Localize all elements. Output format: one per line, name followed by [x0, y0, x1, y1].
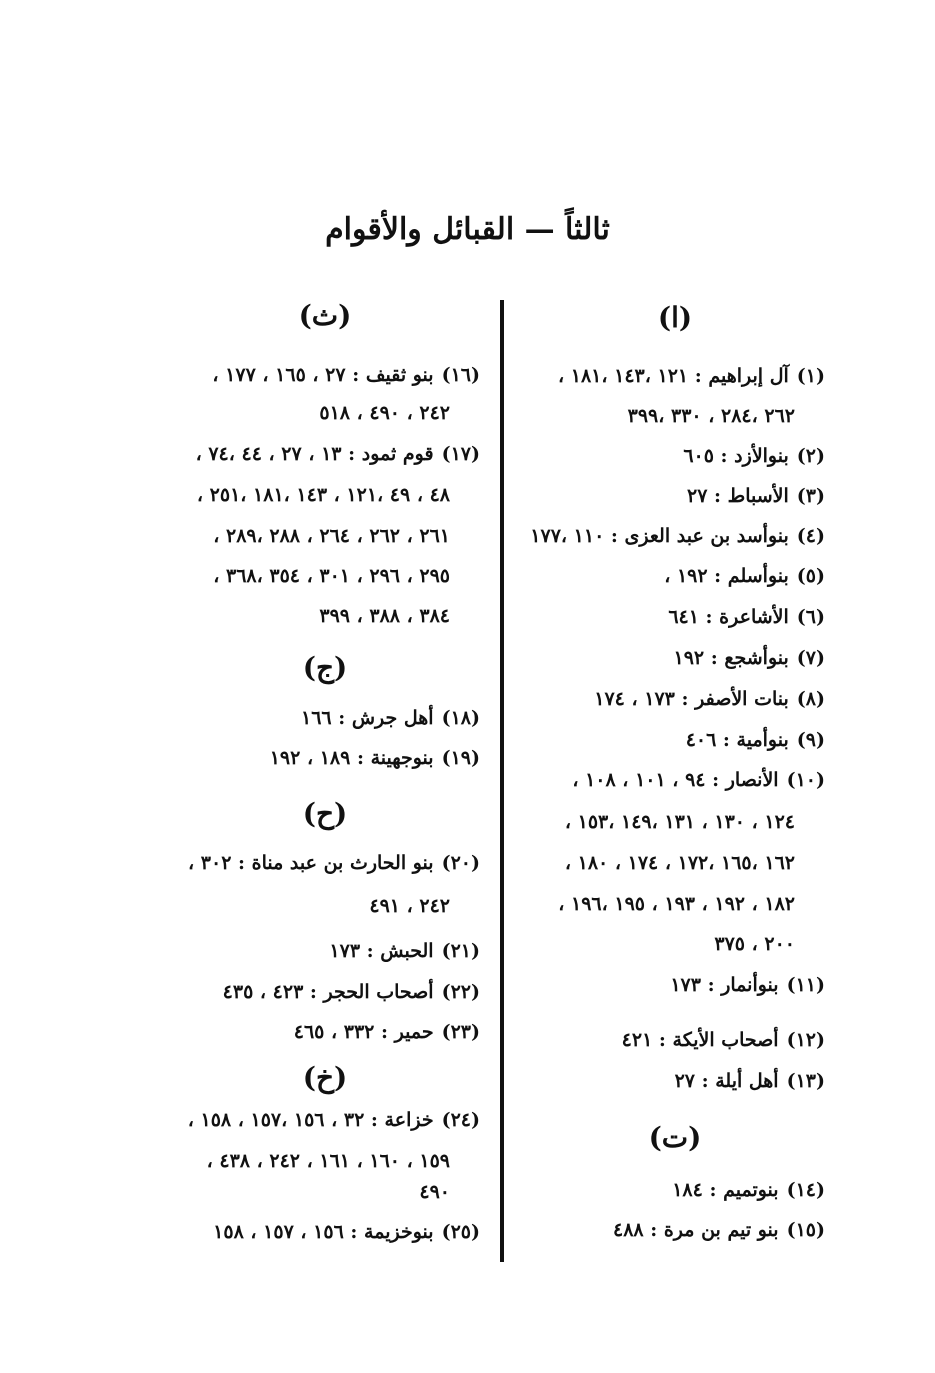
entry-continuation: ١٦٢ ،١٦٥ ،١٧٢ ، ١٧٤ ، ١٨٠ ، [564, 852, 795, 874]
section-header-tha: (ث) [298, 299, 352, 332]
entry-number: (١٠) [786, 769, 825, 791]
entry-number: (٧) [796, 647, 825, 669]
entry-text: أهل أيلة : ٢٧ [674, 1070, 779, 1092]
index-entry [213, 1218, 480, 1246]
entry-number: (٩) [796, 729, 825, 751]
index-entry [329, 937, 480, 965]
entry-continuation: ٢٦١ ، ٢٦٢ ، ٢٦٤ ، ٢٨٨ ،٢٨٩ ، [213, 525, 450, 547]
entry-number: (٢٥) [441, 1221, 480, 1243]
section-header-ta: (ت) [648, 1121, 702, 1154]
entry-number: (١١) [786, 974, 825, 996]
entry-number: (٢١) [441, 940, 480, 962]
entry-number: (١٦) [441, 364, 480, 386]
entry-text: الحبش : ١٧٣ [329, 940, 434, 962]
entry-text: بنوأشجع : ١٩٢ [673, 647, 789, 669]
entry-number: (٢٣) [441, 1021, 480, 1043]
entry-text: بنوجهينة : ١٨٩ ، ١٩٢ [269, 747, 434, 769]
entry-number: (٣) [796, 485, 825, 507]
index-entry [672, 1176, 825, 1204]
entry-number: (٦) [796, 606, 825, 628]
entry-text: خزاعة : ٣٢ ، ١٥٦ ،١٥٧ ، ١٥٨ ، [187, 1109, 434, 1131]
index-entry [188, 849, 480, 877]
entry-number: (٢٠) [441, 852, 480, 874]
index-entry [558, 362, 825, 390]
index-entry [188, 1106, 480, 1134]
entry-continuation: ٤٨ ، ٤٩ ،١٢١ ، ١٤٣ ،١٨١ ،٢٥١ ، [196, 484, 450, 506]
index-entry [686, 726, 825, 754]
entry-text: أصحاب الأيكة : ٤٢١ [621, 1029, 779, 1051]
entry-number: (٢٢) [441, 981, 480, 1003]
index-entry [294, 1018, 480, 1046]
page-title: ثالثاً — القبائل والأقوام [325, 212, 610, 247]
entry-number: (١٩) [441, 747, 480, 769]
entry-text: بنو الحارث بن عبد مناة : ٣٠٢ ، [188, 852, 434, 874]
index-entry [301, 704, 480, 732]
index-entry [674, 644, 826, 672]
entry-continuation: ٢٦٢ ،٢٨٤ ، ٣٣٠ ،٣٩٩ [627, 405, 795, 427]
entry-text: آل إبراهيم : ١٢١ ،١٤٣ ،١٨١ ، [557, 365, 789, 387]
section-header-jim: (ج) [302, 651, 348, 684]
index-entry [196, 440, 480, 468]
entry-text: بنوأسد بن عبد العزى : ١١٠ ،١٧٧ [530, 525, 789, 547]
entry-number: (١٢) [786, 1029, 825, 1051]
entry-continuation: ١٢٤ ، ١٣٠ ، ١٣١ ،١٤٩ ،١٥٣ ، [564, 811, 795, 833]
entry-text: بنوتميم : ١٨٤ [672, 1179, 779, 1201]
entry-number: (١٥) [786, 1219, 825, 1241]
entry-continuation: ٢٤٢ ، ٤٩١ [369, 895, 450, 917]
index-entry [270, 744, 480, 772]
entry-number: (١٨) [441, 707, 480, 729]
index-entry [613, 1216, 825, 1244]
entry-text: بنوأنمار : ١٧٣ [670, 974, 779, 996]
entry-text: الأنصار : ٩٤ ، ١٠١ ، ١٠٨ ، [572, 769, 779, 791]
entry-continuation: ١٨٢ ، ١٩٢ ، ١٩٣ ، ١٩٥ ،١٩٦ ، [558, 893, 795, 915]
index-entry [675, 1067, 825, 1095]
index-entry [670, 971, 825, 999]
index-entry [212, 361, 480, 389]
index-entry [668, 603, 825, 631]
index-entry [683, 442, 825, 470]
entry-text: أصحاب الحجر : ٤٢٣ ، ٤٣٥ [222, 981, 434, 1003]
index-entry [530, 522, 825, 550]
entry-number: (٤) [796, 525, 825, 547]
entry-number: (٢) [796, 445, 825, 467]
section-header-ha: (ح) [302, 797, 348, 830]
column-divider [500, 300, 504, 1262]
entry-number: (١٧) [441, 443, 480, 465]
section-header-kha: (خ) [302, 1061, 348, 1094]
entry-continuation: ٢٩٥ ، ٢٩٦ ، ٣٠١ ، ٣٥٤ ،٣٦٨ ، [213, 565, 450, 587]
index-entry [223, 978, 480, 1006]
entry-continuation: ٤٩٠ [419, 1181, 450, 1203]
entry-text: بنوخزيمة : ١٥٦ ، ١٥٧ ، ١٥٨ [213, 1221, 434, 1243]
index-entry [664, 562, 825, 590]
entry-continuation: ٢٠٠ ، ٣٧٥ [714, 933, 795, 955]
entry-text: الأسباط : ٢٧ [686, 485, 789, 507]
entry-text: قوم ثمود : ١٣ ، ٢٧ ، ٤٤ ،٧٤ ، [195, 443, 434, 465]
entry-text: بنات الأصفر : ١٧٣ ، ١٧٤ [594, 688, 789, 710]
entry-number: (٢٤) [441, 1109, 480, 1131]
index-entry [622, 1026, 825, 1054]
index-entry [572, 766, 825, 794]
entry-text: الأشاعرة : ٦٤١ [668, 606, 789, 628]
entry-continuation: ١٥٩ ، ١٦٠ ، ١٦١ ، ٢٤٢ ، ٤٣٨ ، [206, 1150, 450, 1172]
entry-continuation: ٢٤٢ ، ٤٩٠ ، ٥١٨ [319, 402, 450, 424]
entry-text: بنوالأزد : ٦٠٥ [683, 445, 789, 467]
index-entry [687, 482, 825, 510]
entry-number: (١٣) [786, 1070, 825, 1092]
entry-text: بنو تيم بن مرة : ٤٨٨ [612, 1219, 779, 1241]
entry-text: بنوأسلم : ١٩٢ ، [664, 565, 789, 587]
entry-number: (٨) [796, 688, 825, 710]
section-header-alif: (ا) [657, 301, 693, 334]
entry-text: أهل جرش : ١٦٦ [300, 707, 434, 729]
index-entry [594, 685, 825, 713]
entry-number: (١٤) [786, 1179, 825, 1201]
entry-text: بنوأمية : ٤٠٦ [685, 729, 789, 751]
entry-continuation: ٣٨٤ ، ٣٨٨ ، ٣٩٩ [319, 605, 450, 627]
entry-text: بنو ثقيف : ٢٧ ، ١٦٥ ، ١٧٧ ، [212, 364, 434, 386]
entry-number: (١) [796, 365, 825, 387]
entry-number: (٥) [796, 565, 825, 587]
entry-text: حمير : ٣٣٢ ، ٤٦٥ [293, 1021, 434, 1043]
